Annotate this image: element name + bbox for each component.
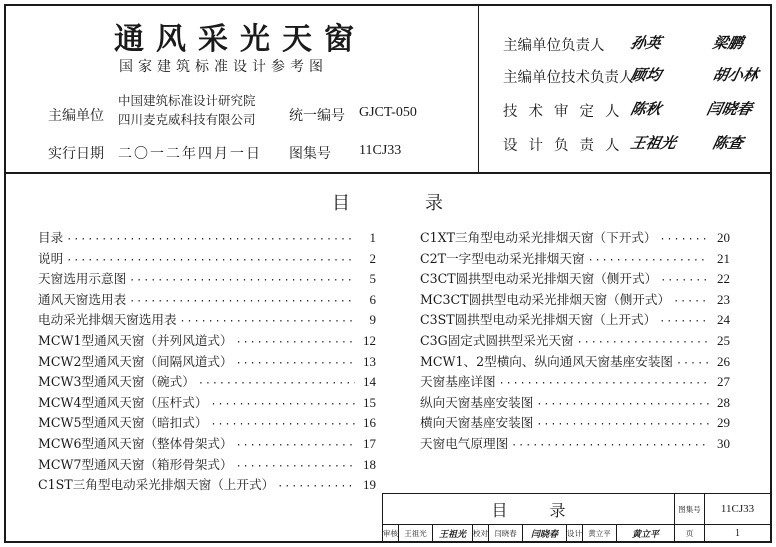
toc-entry-page: 22 <box>717 271 730 287</box>
toc-entry <box>420 412 730 433</box>
toc-leader-dots <box>129 296 355 307</box>
toc-leader-dots <box>236 337 355 348</box>
toc-entry-page: 27 <box>717 374 730 390</box>
atlas-subtitle: 国家建筑标准设计参考图 <box>119 59 328 75</box>
toc-entry-page: 21 <box>717 250 730 266</box>
page-number: 1 <box>705 525 771 542</box>
toc-leader-dots <box>660 234 709 245</box>
toc-leader-dots <box>673 296 709 307</box>
toc-leader-dots <box>660 275 709 286</box>
signature: 胡小林 <box>710 66 760 84</box>
toc-entry-page: 24 <box>717 312 730 328</box>
toc-entry-label: 天窗选用示意图 <box>38 271 127 287</box>
toc-entry-page: 19 <box>363 477 376 493</box>
unified-no-label: 统一编号 <box>289 108 345 124</box>
toc-entry-label: 电动采光排烟天窗选用表 <box>38 312 177 328</box>
toc-entry-label: MCW2型通风天窗（间隔风道式） <box>38 353 233 369</box>
toc-leader-dots <box>659 316 709 327</box>
title-block <box>382 493 772 543</box>
responsible-label: 主编单位技术负责人 <box>503 70 634 86</box>
toc-entry-page: 9 <box>369 312 376 328</box>
toc-entry <box>38 227 376 248</box>
toc-leader-dots <box>236 461 355 472</box>
toc-entry-label: MCW7型通风天窗（箱形骨架式） <box>38 456 233 472</box>
toc-entry <box>38 392 376 413</box>
toc-entry-page: 15 <box>363 394 376 410</box>
toc-entry-page: 17 <box>363 435 376 451</box>
review-name: 王祖光 <box>399 525 433 542</box>
toc-entry <box>420 330 730 351</box>
header-divider <box>4 172 772 174</box>
check-name: 闫晓春 <box>489 525 523 542</box>
title-block-title-char: 目 <box>491 500 508 520</box>
review-signature: 王祖光 <box>433 525 473 542</box>
toc-entry-label: 横向天窗基座安装图 <box>420 415 534 431</box>
signature: 陈秋 <box>628 100 663 118</box>
toc-leader-dots <box>277 481 355 492</box>
toc-entry-label: MCW6型通风天窗（整体骨架式） <box>38 435 233 451</box>
toc-entry-label: MCW1型通风天窗（并列风道式） <box>38 332 233 348</box>
toc-entry-page: 30 <box>717 435 730 451</box>
title-block-title <box>383 494 675 525</box>
editor-unit-label: 主编单位 <box>48 108 104 124</box>
toc-leader-dots <box>577 337 709 348</box>
toc-entry-label: MCW3型通风天窗（碗式） <box>38 374 195 390</box>
toc-entry <box>420 309 730 330</box>
toc-entry-label: 目录 <box>38 230 64 245</box>
responsible-label: 设计负责人 <box>503 138 631 154</box>
toc-entry-label: C3ST圆拱型电动采光排烟天窗（上开式） <box>420 312 657 328</box>
toc-entry-label: C1XT三角型电动采光排烟天窗（下开式） <box>420 230 657 245</box>
toc-entry-label: MCW1、2型横向、纵向通风天窗基座安装图 <box>420 353 674 369</box>
header-left <box>4 4 478 174</box>
toc-entry <box>420 371 730 392</box>
design-name: 黄立平 <box>583 525 617 542</box>
toc-entry-page: 25 <box>717 332 730 348</box>
signature: 孙英 <box>628 34 663 52</box>
toc-entry-page: 16 <box>363 415 376 431</box>
signature: 闫晓春 <box>704 100 754 118</box>
toc-entry <box>38 371 376 392</box>
effective-date-label: 实行日期 <box>48 146 104 162</box>
toc-entry-page: 13 <box>363 353 376 369</box>
toc-entry <box>38 289 376 310</box>
effective-date-value: 二〇一二年四月一日 <box>118 146 262 162</box>
toc-entry-page: 23 <box>717 291 730 307</box>
toc-entry-label: MC3CT圆拱型电动采光排烟天窗（侧开式） <box>420 291 671 307</box>
check-label: 校对 <box>473 525 489 542</box>
toc-entry <box>420 433 730 454</box>
signature: 陈查 <box>710 134 745 152</box>
toc-leader-dots <box>499 378 709 389</box>
toc-entry-label: C3G固定式圆拱型采光天窗 <box>420 332 574 348</box>
toc-leader-dots <box>536 419 709 430</box>
toc-entry <box>38 412 376 433</box>
signature: 王祖光 <box>628 134 678 152</box>
toc-entry-label: C3CT圆拱型电动采光排烟天窗（侧开式） <box>420 271 658 287</box>
toc-leader-dots <box>536 399 709 410</box>
toc-entry-page: 1 <box>369 230 376 245</box>
toc-entry <box>420 248 730 269</box>
toc-entry <box>38 433 376 454</box>
editor-unit-line1: 中国建筑标准设计研究院 <box>118 93 256 108</box>
toc-leader-dots <box>129 275 355 286</box>
signature: 梁鹏 <box>710 34 745 52</box>
toc-entry <box>420 227 730 248</box>
toc-entry-label: MCW5型通风天窗（暗扣式） <box>38 415 208 431</box>
toc-entry-label: MCW4型通风天窗（压杆式） <box>38 394 208 410</box>
toc-entry <box>420 392 730 413</box>
toc-entry <box>38 454 376 475</box>
toc-leader-dots <box>210 419 355 430</box>
toc-entry-page: 18 <box>363 456 376 472</box>
toc-entry <box>38 351 376 372</box>
toc-leader-dots <box>180 316 355 327</box>
responsible-label: 主编单位负责人 <box>503 38 605 54</box>
toc-leader-dots <box>66 255 355 266</box>
toc-leader-dots <box>236 358 355 369</box>
review-label: 审核 <box>383 525 399 542</box>
toc-entry-page: 14 <box>363 374 376 390</box>
toc-leader-dots <box>236 440 355 451</box>
toc-entry <box>38 248 376 269</box>
toc-entry-label: 天窗电气原理图 <box>420 435 509 451</box>
toc-entry-page: 20 <box>717 230 730 245</box>
design-signature: 黄立平 <box>617 525 675 542</box>
atlas-no-value: 11CJ33 <box>359 143 402 158</box>
toc-entry-label: 纵向天窗基座安装图 <box>420 394 534 410</box>
toc-entry-label: 天窗基座详图 <box>420 374 496 390</box>
page-label: 页 <box>675 525 705 542</box>
toc-entry-page: 29 <box>717 415 730 431</box>
check-signature: 闫晓春 <box>523 525 567 542</box>
toc-entry-page: 26 <box>717 353 730 369</box>
editor-unit-line2: 四川麦克威科技有限公司 <box>118 112 256 127</box>
toc-leader-dots <box>66 234 355 245</box>
toc-entry-label: 说明 <box>38 250 64 266</box>
responsible-persons-panel <box>478 4 772 174</box>
toc-entry-page: 5 <box>369 271 376 287</box>
toc-leader-dots <box>210 399 355 410</box>
toc-title-char: 录 <box>425 193 443 214</box>
toc-entry <box>420 351 730 372</box>
toc-entry-label: C1ST三角型电动采光排烟天窗（上开式） <box>38 477 275 493</box>
atlas-no-cell: 11CJ33 <box>705 494 771 525</box>
atlas-no-label-cell: 图集号 <box>675 494 705 525</box>
toc-right-column <box>420 227 730 454</box>
atlas-title: 通风采光天窗 <box>114 22 366 57</box>
design-label: 设计 <box>567 525 583 542</box>
toc-entry <box>38 309 376 330</box>
toc-leader-dots <box>676 358 709 369</box>
toc-entry <box>38 330 376 351</box>
toc-entry <box>38 268 376 289</box>
toc-leader-dots <box>588 255 709 266</box>
toc-leader-dots <box>198 378 355 389</box>
title-block-title-char: 录 <box>549 500 566 520</box>
toc-entry <box>420 289 730 310</box>
signature: 顾均 <box>628 66 663 84</box>
toc-left-column <box>38 227 376 495</box>
atlas-no-label: 图集号 <box>289 146 331 162</box>
toc-entry-page: 12 <box>363 332 376 348</box>
toc-entry-page: 6 <box>369 291 376 307</box>
toc-leader-dots <box>511 440 709 451</box>
responsible-label: 技术审定人 <box>503 104 631 120</box>
toc-entry-page: 28 <box>717 394 730 410</box>
toc-entry <box>38 474 376 495</box>
unified-no-value: GJCT-050 <box>359 105 417 120</box>
toc-title-char: 目 <box>332 193 350 214</box>
toc-entry <box>420 268 730 289</box>
toc-entry-label: C2T一字型电动采光排烟天窗 <box>420 250 585 266</box>
toc-entry-page: 2 <box>369 250 376 266</box>
toc-entry-label: 通风天窗选用表 <box>38 291 127 307</box>
